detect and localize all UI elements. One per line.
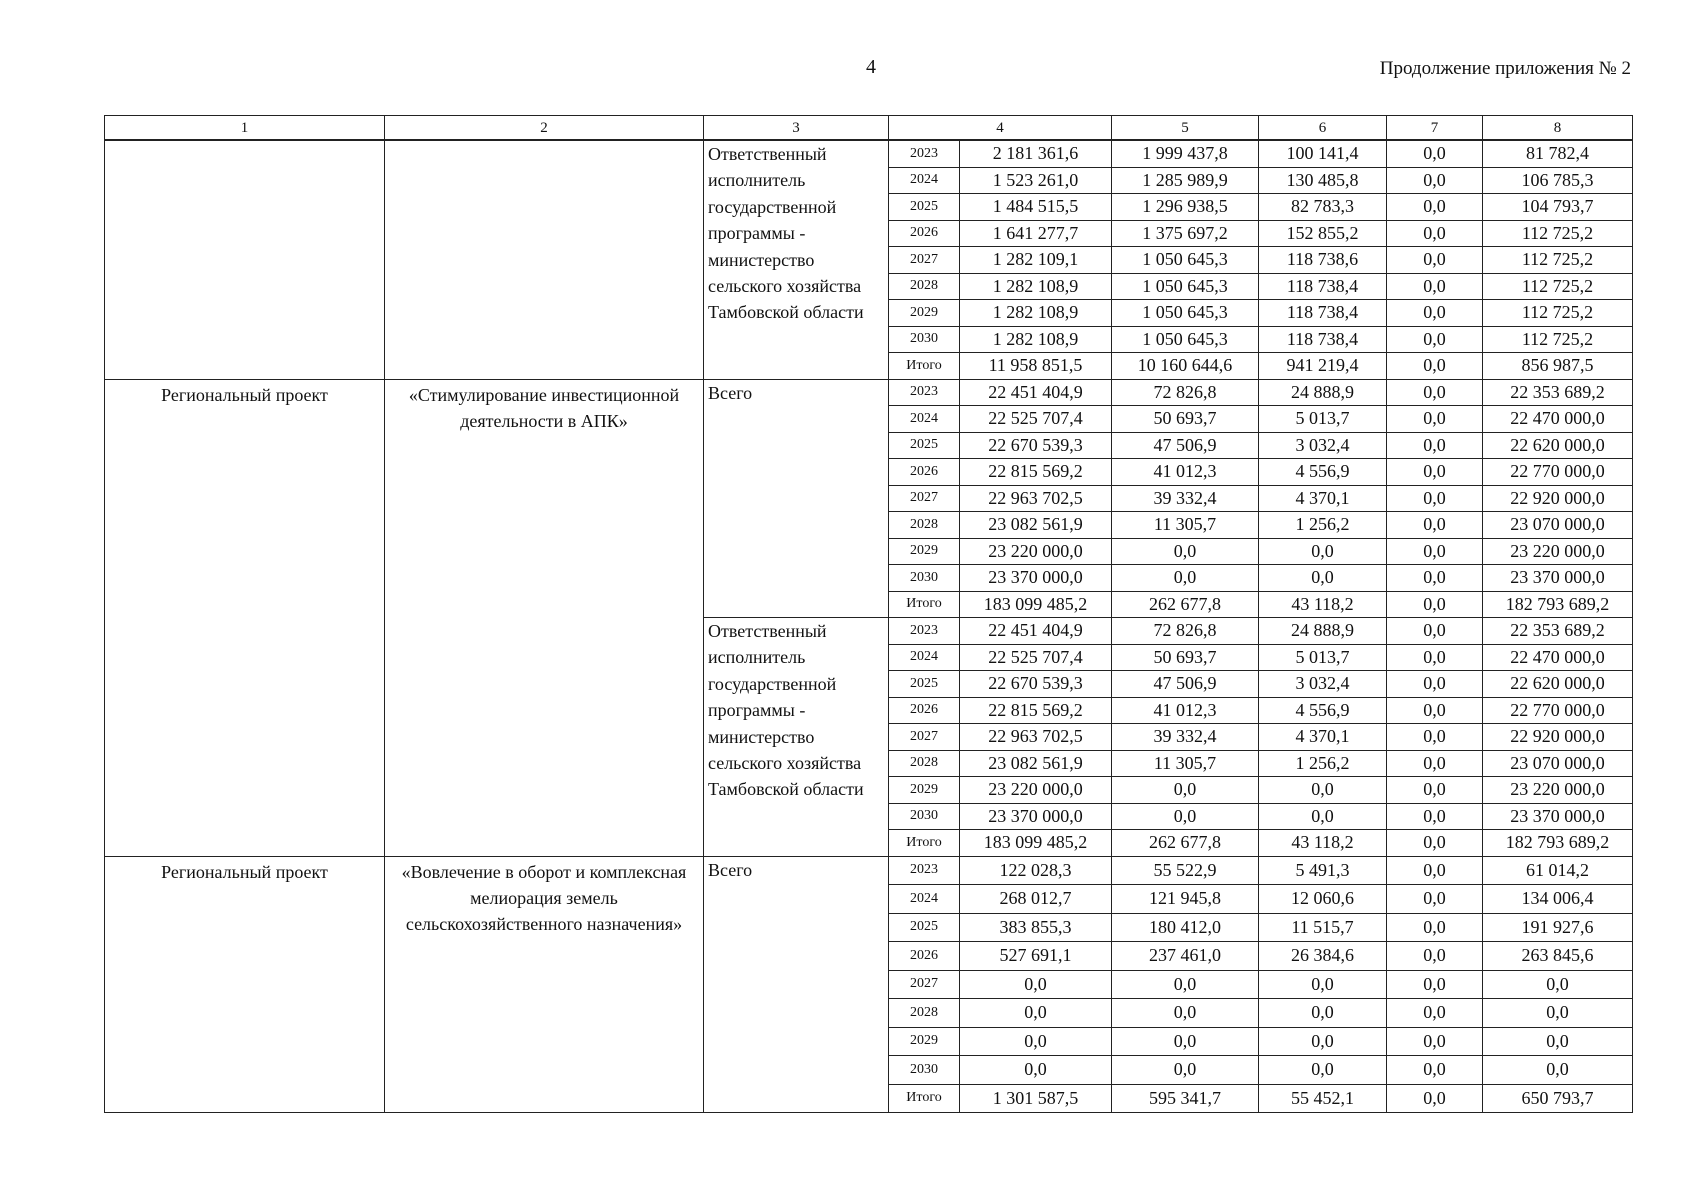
amount-cell: 0,0 <box>1387 830 1483 857</box>
amount-cell: 0,0 <box>1387 220 1483 247</box>
amount-cell: 0,0 <box>1387 485 1483 512</box>
amount-cell: 4 556,9 <box>1259 459 1387 486</box>
year-cell: 2027 <box>889 724 960 751</box>
amount-cell: 0,0 <box>960 999 1112 1028</box>
amount-cell: 0,0 <box>1387 247 1483 274</box>
amount-cell: 1 282 108,9 <box>960 273 1112 300</box>
amount-cell: 237 461,0 <box>1112 942 1259 971</box>
amount-cell: 81 782,4 <box>1483 140 1633 167</box>
amount-cell: 0,0 <box>1112 803 1259 830</box>
amount-cell: 0,0 <box>1112 970 1259 999</box>
year-cell: 2029 <box>889 300 960 327</box>
amount-cell: 0,0 <box>1387 913 1483 942</box>
amount-cell: 24 888,9 <box>1259 618 1387 645</box>
amount-cell: 12 060,6 <box>1259 885 1387 914</box>
amount-cell: 182 793 689,2 <box>1483 591 1633 618</box>
amount-cell: 0,0 <box>1387 803 1483 830</box>
year-cell: Итого <box>889 830 960 857</box>
amount-cell: 0,0 <box>1483 1056 1633 1085</box>
amount-cell: 1 301 587,5 <box>960 1084 1112 1113</box>
amount-cell: 112 725,2 <box>1483 247 1633 274</box>
amount-cell: 22 815 569,2 <box>960 697 1112 724</box>
amount-cell: 22 670 539,3 <box>960 432 1112 459</box>
column-header: 6 <box>1259 116 1387 141</box>
amount-cell: 22 770 000,0 <box>1483 459 1633 486</box>
amount-cell: 43 118,2 <box>1259 591 1387 618</box>
amount-cell: 0,0 <box>1483 999 1633 1028</box>
amount-cell: 0,0 <box>1112 1027 1259 1056</box>
year-cell: 2026 <box>889 942 960 971</box>
amount-cell: 22 353 689,2 <box>1483 379 1633 406</box>
column-header: 5 <box>1112 116 1259 141</box>
amount-cell: 47 506,9 <box>1112 432 1259 459</box>
amount-cell: 5 013,7 <box>1259 406 1387 433</box>
amount-cell: 0,0 <box>1387 512 1483 539</box>
amount-cell: 0,0 <box>1387 140 1483 167</box>
amount-cell: 0,0 <box>1387 777 1483 804</box>
amount-cell: 122 028,3 <box>960 856 1112 885</box>
amount-cell: 23 370 000,0 <box>960 803 1112 830</box>
amount-cell: 0,0 <box>1387 750 1483 777</box>
amount-cell: 0,0 <box>1387 885 1483 914</box>
year-cell: 2025 <box>889 913 960 942</box>
amount-cell: 527 691,1 <box>960 942 1112 971</box>
year-cell: 2026 <box>889 697 960 724</box>
amount-cell: 3 032,4 <box>1259 671 1387 698</box>
amount-cell: 0,0 <box>960 1056 1112 1085</box>
year-cell: 2023 <box>889 856 960 885</box>
amount-cell: 134 006,4 <box>1483 885 1633 914</box>
amount-cell: 0,0 <box>1259 777 1387 804</box>
amount-cell: 24 888,9 <box>1259 379 1387 406</box>
amount-cell: 856 987,5 <box>1483 353 1633 380</box>
amount-cell: 50 693,7 <box>1112 406 1259 433</box>
year-cell: 2030 <box>889 326 960 353</box>
amount-cell: 0,0 <box>1387 273 1483 300</box>
amount-cell: 22 525 707,4 <box>960 644 1112 671</box>
year-cell: 2028 <box>889 512 960 539</box>
amount-cell: 0,0 <box>1387 300 1483 327</box>
amount-cell: 22 770 000,0 <box>1483 697 1633 724</box>
amount-cell: 4 556,9 <box>1259 697 1387 724</box>
amount-cell: 1 282 108,9 <box>960 300 1112 327</box>
amount-cell: 22 670 539,3 <box>960 671 1112 698</box>
amount-cell: 2 181 361,6 <box>960 140 1112 167</box>
amount-cell: 55 522,9 <box>1112 856 1259 885</box>
amount-cell: 22 920 000,0 <box>1483 485 1633 512</box>
amount-cell: 0,0 <box>1387 326 1483 353</box>
amount-cell: 1 641 277,7 <box>960 220 1112 247</box>
amount-cell: 11 305,7 <box>1112 512 1259 539</box>
year-cell: 2024 <box>889 167 960 194</box>
amount-cell: 0,0 <box>1387 194 1483 221</box>
amount-cell: 26 384,6 <box>1259 942 1387 971</box>
amount-cell: 0,0 <box>960 970 1112 999</box>
amount-cell: 118 738,4 <box>1259 326 1387 353</box>
amount-cell: 1 296 938,5 <box>1112 194 1259 221</box>
amount-cell: 41 012,3 <box>1112 459 1259 486</box>
amount-cell: 1 050 645,3 <box>1112 247 1259 274</box>
appendix-continuation-label: Продолжение приложения № 2 <box>1379 58 1631 79</box>
amount-cell: 182 793 689,2 <box>1483 830 1633 857</box>
amount-cell: 23 220 000,0 <box>1483 538 1633 565</box>
amount-cell: 39 332,4 <box>1112 485 1259 512</box>
amount-cell: 0,0 <box>960 1027 1112 1056</box>
amount-cell: 1 256,2 <box>1259 750 1387 777</box>
amount-cell: 0,0 <box>1387 724 1483 751</box>
amount-cell: 22 963 702,5 <box>960 485 1112 512</box>
amount-cell: 112 725,2 <box>1483 326 1633 353</box>
amount-cell: 0,0 <box>1387 1056 1483 1085</box>
amount-cell: 0,0 <box>1387 353 1483 380</box>
year-cell: 2026 <box>889 220 960 247</box>
amount-cell: 0,0 <box>1387 942 1483 971</box>
amount-cell: 22 470 000,0 <box>1483 644 1633 671</box>
year-cell: 2028 <box>889 273 960 300</box>
amount-cell: 22 470 000,0 <box>1483 406 1633 433</box>
amount-cell: 4 370,1 <box>1259 485 1387 512</box>
column-header: 7 <box>1387 116 1483 141</box>
amount-cell: 0,0 <box>1259 999 1387 1028</box>
amount-cell: 39 332,4 <box>1112 724 1259 751</box>
amount-cell: 23 220 000,0 <box>960 777 1112 804</box>
year-cell: Итого <box>889 1084 960 1113</box>
amount-cell: 941 219,4 <box>1259 353 1387 380</box>
year-cell: 2024 <box>889 885 960 914</box>
financing-table-container <box>104 115 1632 1113</box>
year-cell: 2028 <box>889 999 960 1028</box>
amount-cell: 263 845,6 <box>1483 942 1633 971</box>
amount-cell: 262 677,8 <box>1112 591 1259 618</box>
year-cell: 2027 <box>889 247 960 274</box>
year-cell: 2025 <box>889 671 960 698</box>
amount-cell: 1 484 515,5 <box>960 194 1112 221</box>
amount-cell: 1 999 437,8 <box>1112 140 1259 167</box>
amount-cell: 22 620 000,0 <box>1483 671 1633 698</box>
amount-cell: 106 785,3 <box>1483 167 1633 194</box>
year-cell: 2024 <box>889 644 960 671</box>
table-row <box>105 856 1633 885</box>
amount-cell: 23 370 000,0 <box>960 565 1112 592</box>
year-cell: 2030 <box>889 803 960 830</box>
table-row <box>105 140 1633 167</box>
amount-cell: 0,0 <box>1387 406 1483 433</box>
amount-cell: 4 370,1 <box>1259 724 1387 751</box>
table-row <box>105 379 1633 406</box>
amount-cell: 0,0 <box>1112 538 1259 565</box>
amount-cell: 11 515,7 <box>1259 913 1387 942</box>
amount-cell: 55 452,1 <box>1259 1084 1387 1113</box>
amount-cell: 0,0 <box>1259 1027 1387 1056</box>
executor-cell: Всего <box>704 379 889 618</box>
amount-cell: 0,0 <box>1387 970 1483 999</box>
amount-cell: 0,0 <box>1387 591 1483 618</box>
year-cell: 2028 <box>889 750 960 777</box>
amount-cell: 0,0 <box>1112 1056 1259 1085</box>
amount-cell: 268 012,7 <box>960 885 1112 914</box>
year-cell: 2025 <box>889 432 960 459</box>
page-number: 4 <box>866 56 876 78</box>
year-cell: 2030 <box>889 565 960 592</box>
amount-cell: 11 305,7 <box>1112 750 1259 777</box>
column-header: 8 <box>1483 116 1633 141</box>
year-cell: 2029 <box>889 777 960 804</box>
amount-cell: 112 725,2 <box>1483 300 1633 327</box>
executor-cell: Всего <box>704 856 889 1113</box>
event-type-cell: Региональный проект <box>105 379 385 856</box>
column-header: 2 <box>385 116 704 141</box>
amount-cell: 22 525 707,4 <box>960 406 1112 433</box>
amount-cell: 43 118,2 <box>1259 830 1387 857</box>
year-cell: 2027 <box>889 970 960 999</box>
amount-cell: 0,0 <box>1387 379 1483 406</box>
amount-cell: 650 793,7 <box>1483 1084 1633 1113</box>
amount-cell: 180 412,0 <box>1112 913 1259 942</box>
amount-cell: 22 963 702,5 <box>960 724 1112 751</box>
amount-cell: 0,0 <box>1259 565 1387 592</box>
amount-cell: 22 620 000,0 <box>1483 432 1633 459</box>
amount-cell: 23 082 561,9 <box>960 512 1112 539</box>
column-number-row <box>105 116 1633 141</box>
amount-cell: 11 958 851,5 <box>960 353 1112 380</box>
amount-cell: 0,0 <box>1387 432 1483 459</box>
amount-cell: 5 491,3 <box>1259 856 1387 885</box>
amount-cell: 112 725,2 <box>1483 220 1633 247</box>
project-name-cell <box>385 140 704 379</box>
amount-cell: 72 826,8 <box>1112 618 1259 645</box>
amount-cell: 61 014,2 <box>1483 856 1633 885</box>
amount-cell: 183 099 485,2 <box>960 830 1112 857</box>
financing-table <box>104 115 1633 1113</box>
amount-cell: 262 677,8 <box>1112 830 1259 857</box>
amount-cell: 22 451 404,9 <box>960 618 1112 645</box>
amount-cell: 183 099 485,2 <box>960 591 1112 618</box>
amount-cell: 0,0 <box>1483 1027 1633 1056</box>
amount-cell: 3 032,4 <box>1259 432 1387 459</box>
amount-cell: 1 050 645,3 <box>1112 326 1259 353</box>
amount-cell: 0,0 <box>1387 644 1483 671</box>
project-name-cell: «Стимулирование инвестиционной деятельности в АПК» <box>385 379 704 856</box>
amount-cell: 0,0 <box>1259 970 1387 999</box>
year-cell: 2025 <box>889 194 960 221</box>
amount-cell: 104 793,7 <box>1483 194 1633 221</box>
column-header: 1 <box>105 116 385 141</box>
amount-cell: 0,0 <box>1387 565 1483 592</box>
amount-cell: 23 070 000,0 <box>1483 512 1633 539</box>
amount-cell: 47 506,9 <box>1112 671 1259 698</box>
amount-cell: 118 738,6 <box>1259 247 1387 274</box>
amount-cell: 23 370 000,0 <box>1483 803 1633 830</box>
year-cell: 2023 <box>889 618 960 645</box>
amount-cell: 112 725,2 <box>1483 273 1633 300</box>
column-header: 4 <box>889 116 1112 141</box>
year-cell: 2024 <box>889 406 960 433</box>
executor-cell: Ответственный исполнитель государственной программы - министерство сельского хозяйства Тамбовской области <box>704 140 889 379</box>
amount-cell: 41 012,3 <box>1112 697 1259 724</box>
event-type-cell <box>105 140 385 379</box>
amount-cell: 23 220 000,0 <box>960 538 1112 565</box>
year-cell: Итого <box>889 353 960 380</box>
amount-cell: 0,0 <box>1387 459 1483 486</box>
project-name-cell: «Вовлечение в оборот и комплексная мелиорация земель сельскохозяйственного назначения» <box>385 856 704 1113</box>
year-cell: 2029 <box>889 1027 960 1056</box>
amount-cell: 0,0 <box>1259 1056 1387 1085</box>
amount-cell: 1 282 108,9 <box>960 326 1112 353</box>
amount-cell: 383 855,3 <box>960 913 1112 942</box>
amount-cell: 118 738,4 <box>1259 273 1387 300</box>
amount-cell: 118 738,4 <box>1259 300 1387 327</box>
year-cell: 2030 <box>889 1056 960 1085</box>
amount-cell: 0,0 <box>1387 618 1483 645</box>
amount-cell: 22 815 569,2 <box>960 459 1112 486</box>
amount-cell: 22 451 404,9 <box>960 379 1112 406</box>
amount-cell: 0,0 <box>1112 777 1259 804</box>
amount-cell: 1 523 261,0 <box>960 167 1112 194</box>
amount-cell: 130 485,8 <box>1259 167 1387 194</box>
amount-cell: 1 282 109,1 <box>960 247 1112 274</box>
amount-cell: 0,0 <box>1387 167 1483 194</box>
amount-cell: 0,0 <box>1387 1027 1483 1056</box>
amount-cell: 121 945,8 <box>1112 885 1259 914</box>
amount-cell: 0,0 <box>1387 856 1483 885</box>
table-body <box>105 140 1633 1113</box>
amount-cell: 23 070 000,0 <box>1483 750 1633 777</box>
amount-cell: 1 375 697,2 <box>1112 220 1259 247</box>
amount-cell: 5 013,7 <box>1259 644 1387 671</box>
amount-cell: 0,0 <box>1387 671 1483 698</box>
amount-cell: 23 220 000,0 <box>1483 777 1633 804</box>
amount-cell: 0,0 <box>1259 803 1387 830</box>
amount-cell: 0,0 <box>1259 538 1387 565</box>
amount-cell: 0,0 <box>1112 565 1259 592</box>
column-header: 3 <box>704 116 889 141</box>
year-cell: 2026 <box>889 459 960 486</box>
amount-cell: 1 285 989,9 <box>1112 167 1259 194</box>
amount-cell: 100 141,4 <box>1259 140 1387 167</box>
year-cell: 2027 <box>889 485 960 512</box>
amount-cell: 0,0 <box>1387 1084 1483 1113</box>
amount-cell: 50 693,7 <box>1112 644 1259 671</box>
amount-cell: 1 256,2 <box>1259 512 1387 539</box>
amount-cell: 1 050 645,3 <box>1112 300 1259 327</box>
amount-cell: 22 920 000,0 <box>1483 724 1633 751</box>
amount-cell: 0,0 <box>1387 999 1483 1028</box>
year-cell: Итого <box>889 591 960 618</box>
year-cell: 2029 <box>889 538 960 565</box>
amount-cell: 23 082 561,9 <box>960 750 1112 777</box>
amount-cell: 595 341,7 <box>1112 1084 1259 1113</box>
amount-cell: 152 855,2 <box>1259 220 1387 247</box>
amount-cell: 23 370 000,0 <box>1483 565 1633 592</box>
year-cell: 2023 <box>889 379 960 406</box>
event-type-cell: Региональный проект <box>105 856 385 1113</box>
amount-cell: 82 783,3 <box>1259 194 1387 221</box>
amount-cell: 0,0 <box>1483 970 1633 999</box>
amount-cell: 0,0 <box>1387 697 1483 724</box>
amount-cell: 0,0 <box>1112 999 1259 1028</box>
amount-cell: 0,0 <box>1387 538 1483 565</box>
amount-cell: 10 160 644,6 <box>1112 353 1259 380</box>
amount-cell: 1 050 645,3 <box>1112 273 1259 300</box>
executor-cell: Ответственный исполнитель государственной программы - министерство сельского хозяйства Тамбовской области <box>704 618 889 857</box>
amount-cell: 72 826,8 <box>1112 379 1259 406</box>
amount-cell: 191 927,6 <box>1483 913 1633 942</box>
amount-cell: 22 353 689,2 <box>1483 618 1633 645</box>
year-cell: 2023 <box>889 140 960 167</box>
